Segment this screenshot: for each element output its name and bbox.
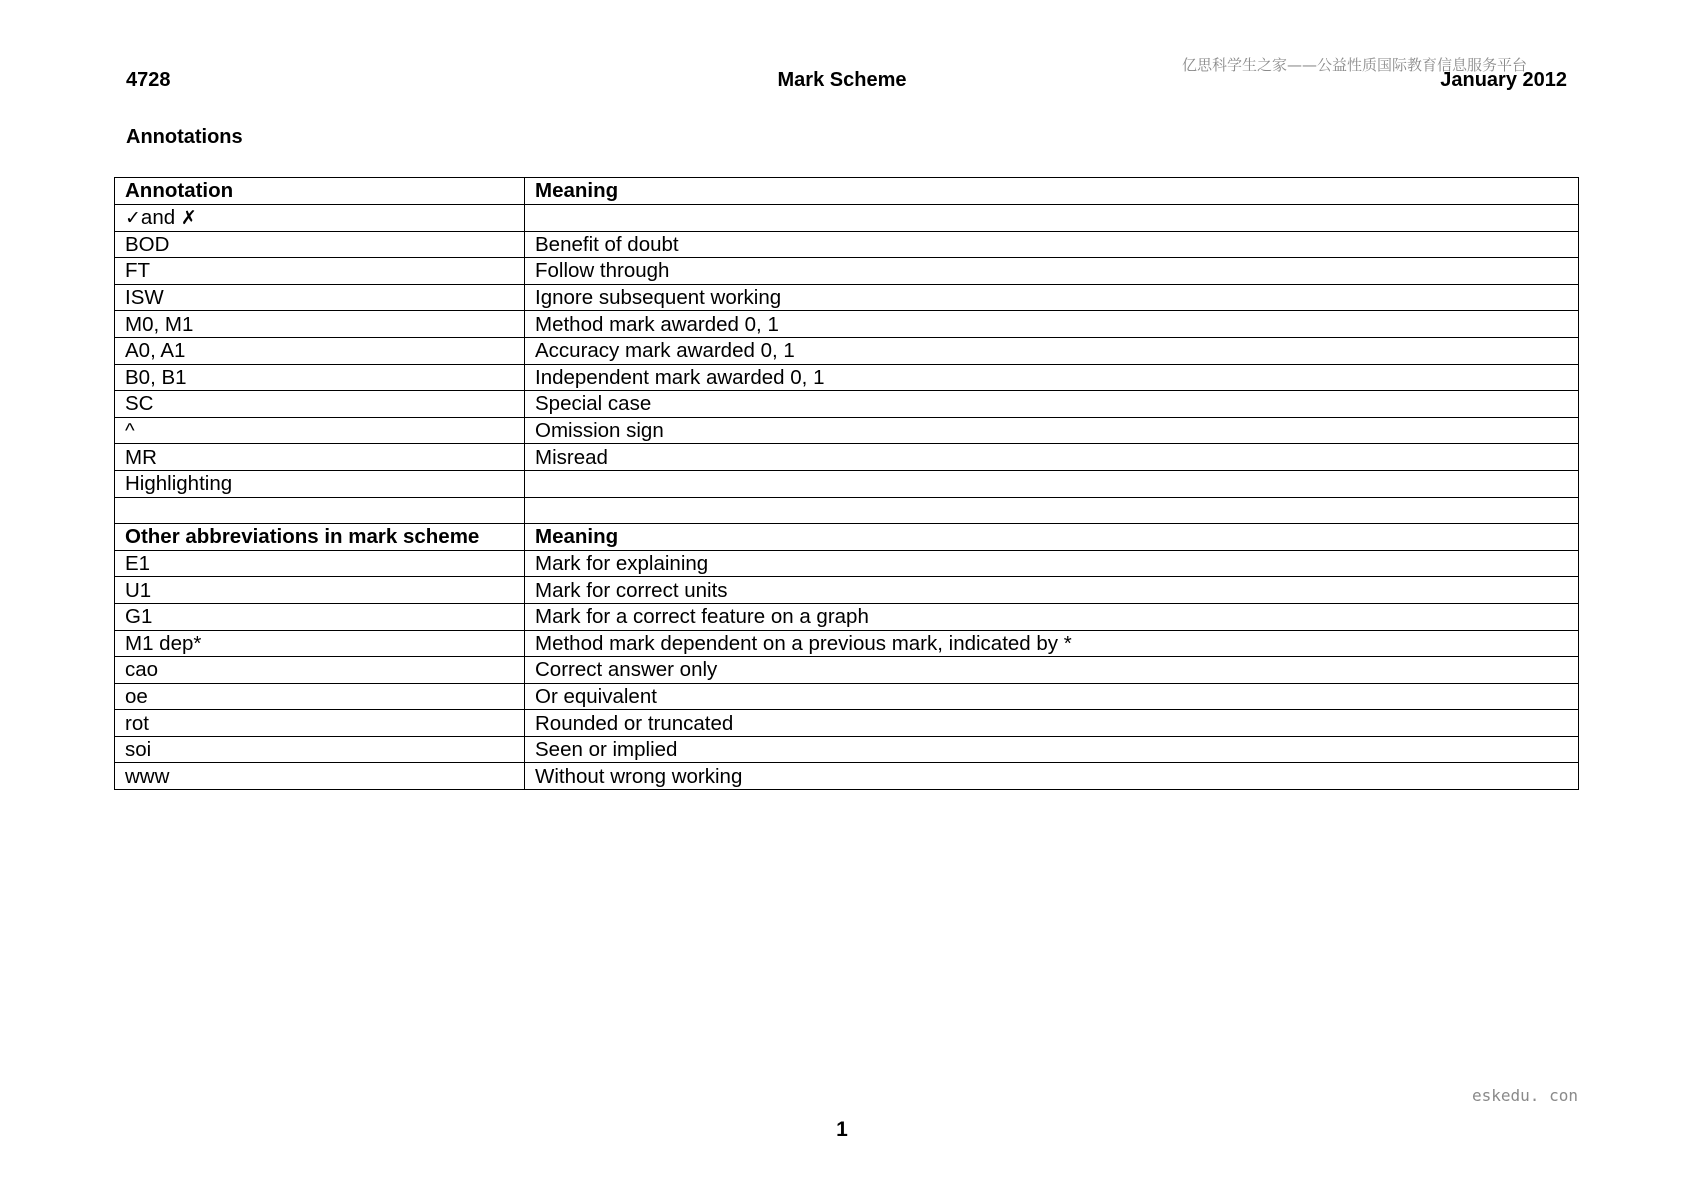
watermark-bottom-text: eskedu. con xyxy=(1472,1086,1578,1105)
annotations-table-body xyxy=(115,178,1579,790)
abbreviation-row xyxy=(115,657,1579,684)
abbreviation-cell: Highlighting xyxy=(115,470,525,497)
meaning-cell: Mark for explaining xyxy=(525,550,1579,577)
abbreviation-row xyxy=(115,763,1579,790)
meaning-cell: Without wrong working xyxy=(525,763,1579,790)
abbreviation-cell: A0, A1 xyxy=(115,337,525,364)
meaning-cell: Follow through xyxy=(525,258,1579,285)
meaning-cell: Rounded or truncated xyxy=(525,710,1579,737)
abbreviation-row xyxy=(115,736,1579,763)
annotation-row xyxy=(115,231,1579,258)
annotation-row xyxy=(115,497,1579,524)
abbreviation-row xyxy=(115,577,1579,604)
abbreviation-cell: E1 xyxy=(115,550,525,577)
cross-icon: ✗ xyxy=(180,206,197,229)
paper-code: 4728 xyxy=(126,69,171,91)
abbreviation-cell: cao xyxy=(115,657,525,684)
annotation-row xyxy=(115,470,1579,497)
page-number: 1 xyxy=(836,1118,848,1141)
meaning-cell: Method mark dependent on a previous mark, indicated by * xyxy=(525,630,1579,657)
annotation-row xyxy=(115,364,1579,391)
document-date: January 2012 xyxy=(1440,69,1567,91)
abbreviation-cell xyxy=(115,497,525,524)
abbreviation-cell: FT xyxy=(115,258,525,285)
annotation-row xyxy=(115,258,1579,285)
annotation-row xyxy=(115,311,1579,338)
meaning-cell: Mark for a correct feature on a graph xyxy=(525,603,1579,630)
meaning-cell xyxy=(525,497,1579,524)
meaning-column-header: Meaning xyxy=(525,178,1579,205)
annotation-row xyxy=(115,444,1579,471)
abbreviation-cell: ISW xyxy=(115,284,525,311)
section-title: Annotations xyxy=(126,126,243,148)
annotation-row xyxy=(115,284,1579,311)
meaning-cell: Or equivalent xyxy=(525,683,1579,710)
meaning-cell: Accuracy mark awarded 0, 1 xyxy=(525,337,1579,364)
meaning-cell: Method mark awarded 0, 1 xyxy=(525,311,1579,338)
meaning-cell: Ignore subsequent working xyxy=(525,284,1579,311)
abbreviation-cell: B0, B1 xyxy=(115,364,525,391)
abbreviation-cell: MR xyxy=(115,444,525,471)
meaning-cell: Special case xyxy=(525,391,1579,418)
tick-icon: ✓ xyxy=(125,206,141,229)
annotations-header-row xyxy=(115,178,1579,205)
abbreviation-row xyxy=(115,603,1579,630)
watermark-top-text: 亿思科学生之家——公益性质国际教育信息服务平台 xyxy=(1182,56,1528,74)
abbreviation-cell: M0, M1 xyxy=(115,311,525,338)
abbreviation-cell: U1 xyxy=(115,577,525,604)
tick-cross-row xyxy=(115,204,1579,231)
abbreviation-cell: www xyxy=(115,763,525,790)
meaning-cell: Benefit of doubt xyxy=(525,231,1579,258)
abbreviation-cell: Other abbreviations in mark scheme xyxy=(115,524,525,551)
document-title: Mark Scheme xyxy=(777,69,907,91)
meaning-cell: Meaning xyxy=(525,524,1579,551)
abbreviation-row xyxy=(115,683,1579,710)
meaning-cell: Seen or implied xyxy=(525,736,1579,763)
meaning-cell: Misread xyxy=(525,444,1579,471)
abbreviation-row xyxy=(115,550,1579,577)
abbreviation-cell: M1 dep* xyxy=(115,630,525,657)
abbreviation-cell: G1 xyxy=(115,603,525,630)
tick-cross-meaning-cell xyxy=(525,204,1579,231)
tick-cross-cell xyxy=(115,204,525,231)
annotation-row xyxy=(115,337,1579,364)
meaning-cell: Omission sign xyxy=(525,417,1579,444)
annotation-row xyxy=(115,417,1579,444)
annotation-column-header: Annotation xyxy=(115,178,525,205)
meaning-cell: Mark for correct units xyxy=(525,577,1579,604)
abbreviation-row xyxy=(115,630,1579,657)
abbreviation-cell: oe xyxy=(115,683,525,710)
abbreviation-cell: rot xyxy=(115,710,525,737)
abbreviation-row xyxy=(115,710,1579,737)
abbreviation-cell: soi xyxy=(115,736,525,763)
tick-cross-and-text: and xyxy=(140,205,176,229)
abbreviation-cell: ^ xyxy=(115,417,525,444)
meaning-cell: Independent mark awarded 0, 1 xyxy=(525,364,1579,391)
meaning-cell: Correct answer only xyxy=(525,657,1579,684)
annotations-table xyxy=(114,177,1579,790)
meaning-cell xyxy=(525,470,1579,497)
annotation-row xyxy=(115,391,1579,418)
abbreviations-header-row xyxy=(115,524,1579,551)
abbreviation-cell: BOD xyxy=(115,231,525,258)
abbreviation-cell: SC xyxy=(115,391,525,418)
